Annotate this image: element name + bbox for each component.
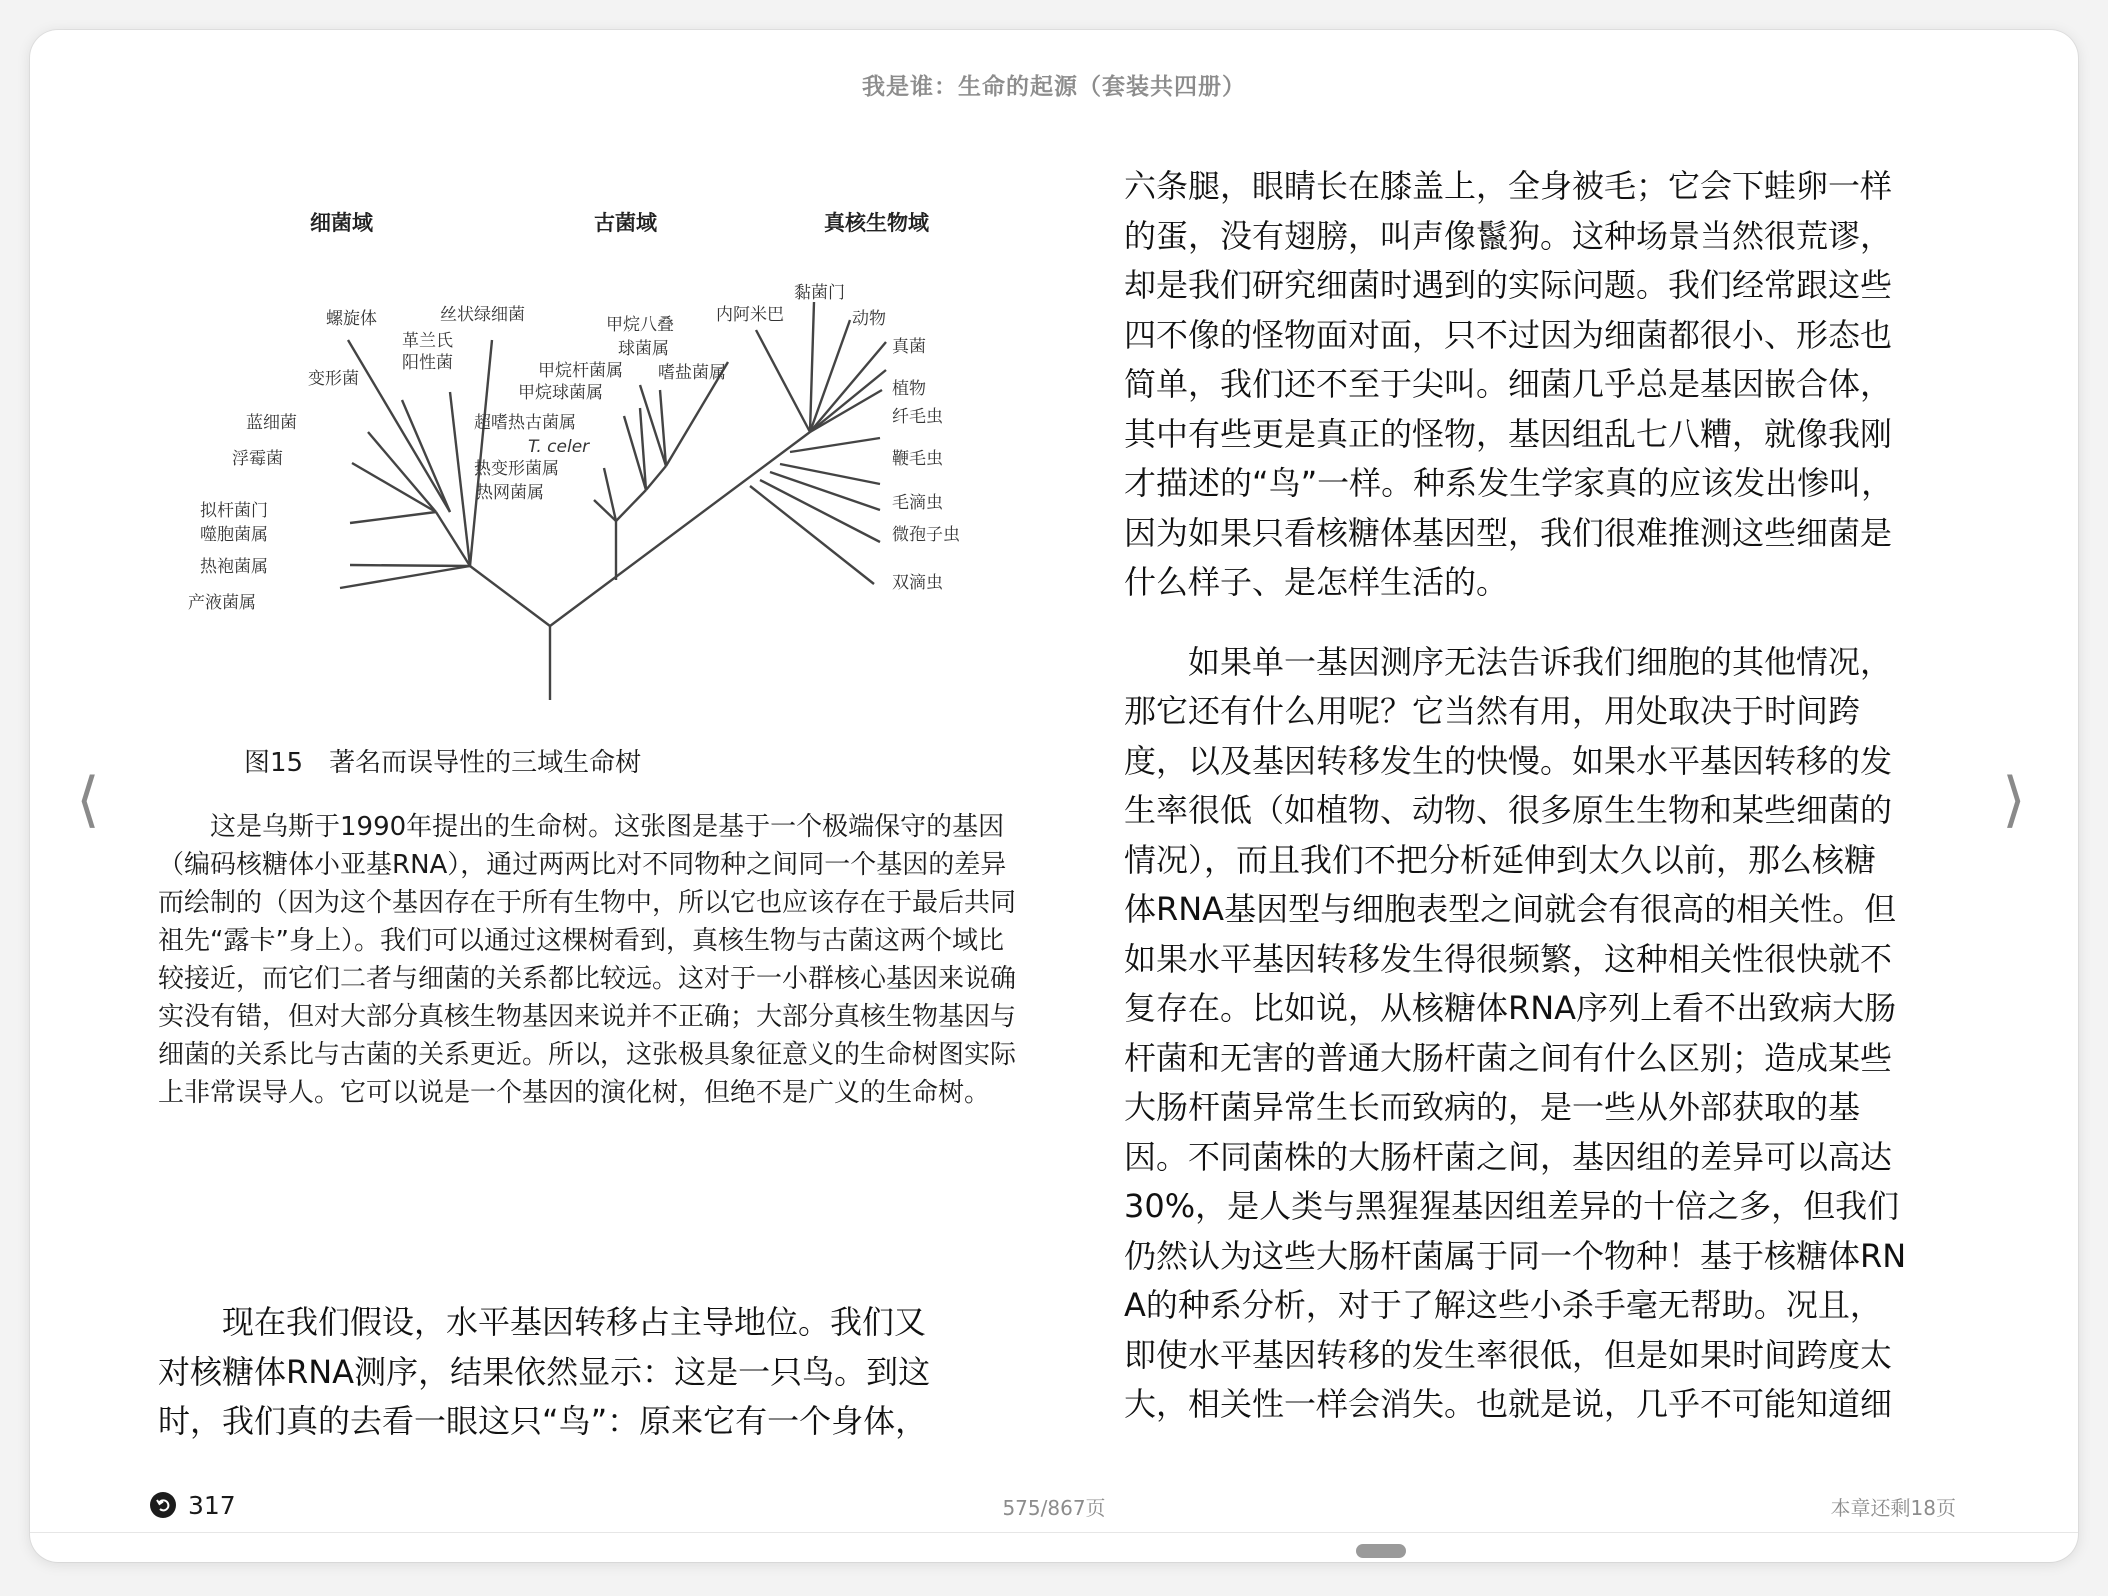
label-methanosarcina-2: 球菌属	[618, 339, 669, 359]
right-line: 简单，我们还不至于尖叫。细菌几乎总是基因嵌合体，	[1124, 365, 1893, 403]
domain-bacteria: 细菌域	[310, 211, 373, 235]
right-paragraph-1	[1124, 162, 1994, 608]
tree-of-life-figure	[150, 180, 1030, 720]
right-line: 体RNA基因型与细胞表型之间就会有很高的相关性。但	[1124, 890, 1897, 928]
label-diplomonads: 双滴虫	[892, 573, 943, 593]
label-cytophaga: 噬胞菌属	[200, 525, 268, 545]
label-flagellates: 鞭毛虫	[892, 449, 943, 469]
drag-handle[interactable]	[1356, 1544, 1406, 1558]
left-line: 时，我们真的去看一眼这只“鸟”：原来它有一个身体，	[158, 1402, 928, 1440]
right-line: 大肠杆菌异常生长而致病的，是一些从外部获取的基	[1124, 1088, 1861, 1126]
reader-window	[30, 30, 2078, 1562]
label-trichomonads: 毛滴虫	[892, 493, 943, 513]
domain-eukarya: 真核生物域	[824, 211, 929, 235]
label-bacteroides: 拟杆菌门	[200, 501, 268, 521]
prev-page-chevron-left-icon[interactable]: ⟨	[76, 765, 100, 835]
right-line: 的蛋，没有翅膀，叫声像鬣狗。这种场景当然很荒谬，	[1124, 216, 1893, 255]
right-line: 因。不同菌株的大肠杆菌之间，基因组的差异可以高达	[1124, 1137, 1893, 1176]
label-methanobacterium: 甲烷杆菌属	[538, 361, 623, 381]
label-animals: 动物	[852, 309, 886, 329]
right-line: 四不像的怪物面对面，只不过因为细菌都很小、形态也	[1124, 315, 1893, 354]
label-gram-positive-1: 革兰氏	[402, 331, 453, 351]
left-page-body	[158, 1298, 1018, 1447]
label-planctomyces: 浮霉菌	[232, 449, 283, 469]
right-line: 仍然认为这些大肠杆菌属于同一个物种！基于核糖体RN	[1124, 1236, 1907, 1275]
right-line: 杆菌和无害的普通大肠杆菌之间有什么区别；造成某些	[1124, 1038, 1893, 1077]
book-title: 我是谁：生命的起源（套装共四册）	[862, 74, 1246, 100]
label-methanococcus: 甲烷球菌属	[518, 383, 603, 403]
right-line: 什么样子、是怎样生活的。	[1124, 563, 1509, 601]
right-line: 其中有些更是真正的怪物，基因组乱七八糟，就像我刚	[1124, 414, 1893, 453]
right-line: 大，相关性一样会消失。也就是说，几乎不可能知道细	[1124, 1385, 1893, 1423]
right-line: 因为如果只看核糖体基因型，我们很难推测这些细菌是	[1124, 513, 1893, 552]
right-line: 才描述的“鸟”一样。种系发生学家真的应该发出惨叫，	[1124, 464, 1894, 502]
right-page-body	[1124, 162, 1994, 1430]
next-page-chevron-right-icon[interactable]: ⟩	[2002, 765, 2026, 835]
label-cyanobacteria: 蓝细菌	[246, 413, 297, 433]
figure-description-text: 这是乌斯于1990年提出的生命树。这张图是基于一个极端保守的基因（编码核糖体小亚基RNA），通过两两比对不同物种之间同一个基因的差异而绘制的（因为这个基因存在于所有生物中，所以它也应该存在于最后共同祖先“露卡”身上）。我们可以通过这棵树看到，真核生物与古菌这两个域比较接近，而它们二者与细菌的关系都比较远。这对于一小群核心基因来说确实没有错，但对大部分真核生物基因来说并不正确；大部分真核生物基因与细菌的关系比与古菌的关系更近。所以，这张极具象征意义的生命树图实际上非常误导人。它可以说是一个基因的演化树，但绝不是广义的生命树。	[158, 812, 1017, 1108]
right-line: 那它还有什么用呢？它当然有用，用处取决于时间跨	[1124, 692, 1861, 730]
right-line: 度，以及基因转移发生的快慢。如果水平基因转移的发	[1124, 741, 1893, 780]
label-thermococcus: 超嗜热古菌属	[474, 413, 576, 433]
right-paragraph-2	[1124, 638, 1994, 1430]
back-count: 317	[188, 1490, 236, 1520]
domain-archaea: 古菌域	[594, 211, 657, 235]
left-line: 对核糖体RNA测序，结果依然显示：这是一只鸟。到这	[158, 1352, 931, 1391]
label-proteobacteria: 变形菌	[308, 369, 359, 389]
label-spirochetes: 螺旋体	[326, 309, 377, 329]
left-line: 现在我们假设，水平基因转移占主导地位。我们又	[158, 1303, 927, 1341]
label-aquifex: 产液菌属	[188, 593, 256, 613]
right-line: 六条腿，眼睛长在膝盖上，全身被毛；它会下蛙卵一样	[1124, 167, 1893, 205]
figure-description	[158, 808, 1018, 1112]
figure-caption: 图15 著名而误导性的三域生命树	[244, 748, 642, 778]
label-ciliates: 纤毛虫	[892, 407, 943, 427]
page-progress: 575/867页	[1002, 1496, 1106, 1520]
label-microsporidia: 微孢子虫	[892, 525, 960, 545]
label-entamoeba: 内阿米巴	[716, 305, 784, 325]
label-green-filamentous: 丝状绿细菌	[440, 305, 525, 325]
right-line: 复存在。比如说，从核糖体RNA序列上看不出致病大肠	[1124, 989, 1897, 1027]
footer-divider	[30, 1532, 2078, 1533]
label-halophiles: 嗜盐菌属	[658, 363, 726, 383]
label-gram-positive-2: 阳性菌	[402, 353, 453, 373]
label-pyrodictium: 热网菌属	[476, 483, 544, 503]
label-thermotoga: 热袍菌属	[200, 557, 268, 577]
right-line: A的种系分析，对于了解这些小杀手毫无帮助。况且，	[1124, 1286, 1882, 1324]
right-line: 却是我们研究细菌时遇到的实际问题。我们经常跟这些	[1124, 266, 1893, 304]
right-line: 30%，是人类与黑猩猩基因组差异的十倍之多，但我们	[1124, 1187, 1900, 1225]
right-line: 如果水平基因转移发生得很频繁，这种相关性很快就不	[1124, 939, 1893, 978]
right-line: 情况），而且我们不把分析延伸到太久以前，那么核糖	[1124, 840, 1877, 879]
label-fungi: 真菌	[892, 337, 926, 357]
label-methanosarcina-1: 甲烷八叠	[606, 315, 674, 335]
label-thermoproteus: 热变形菌属	[474, 459, 559, 479]
right-line: 即使水平基因转移的发生率很低，但是如果时间跨度太	[1124, 1335, 1893, 1374]
label-t-celer: T. celer	[528, 437, 590, 457]
label-slime-molds: 黏菌门	[794, 283, 845, 303]
right-line: 生率很低（如植物、动物、很多原生生物和某些细菌的	[1124, 791, 1893, 829]
chapter-remaining: 本章还剩18页	[1830, 1496, 1956, 1520]
label-plants: 植物	[892, 379, 926, 399]
right-line: 如果单一基因测序无法告诉我们细胞的其他情况，	[1124, 642, 1893, 681]
